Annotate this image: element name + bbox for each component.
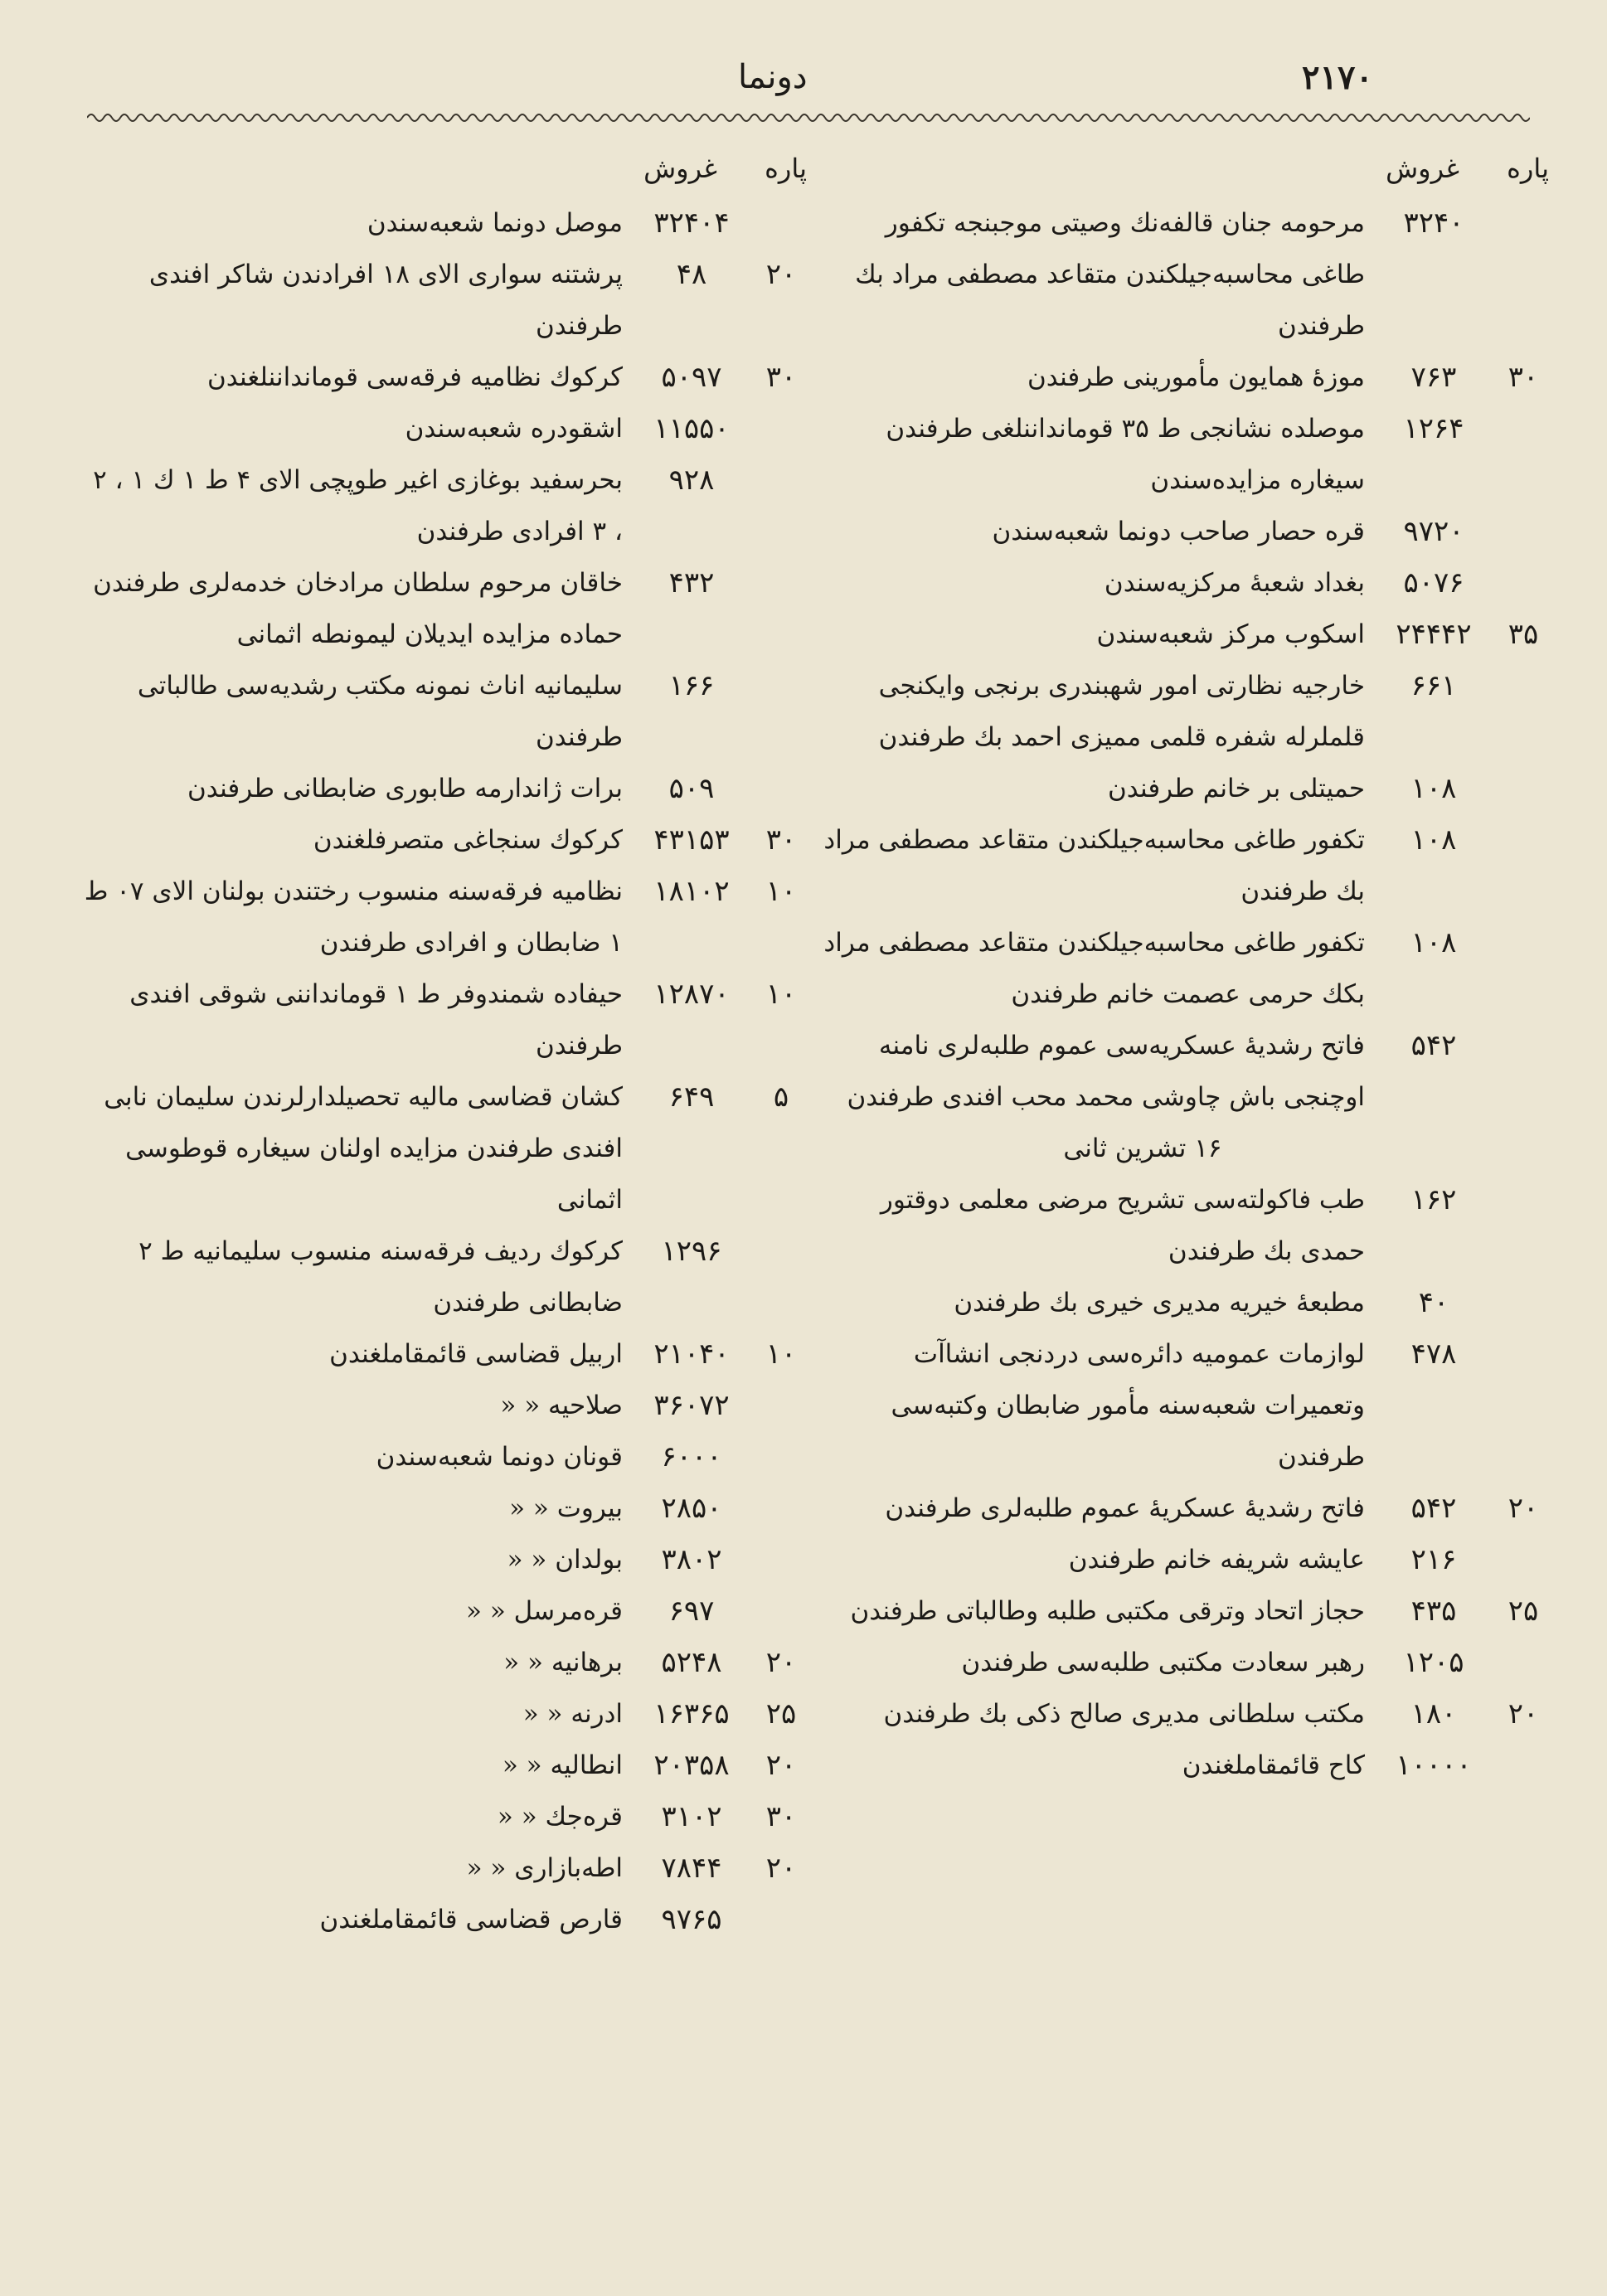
ledger-entry bbox=[821, 1534, 1551, 1585]
donor-description: كشان قضاسى ماليه تحصيلدارلرندن سليمان نابى افندى طرفندن مزايده اولنان سيغاره قوطوسى اثمانى bbox=[104, 1082, 623, 1215]
donor-description: قره‌مرسل « « bbox=[466, 1596, 623, 1626]
gurush-label: غروش bbox=[1386, 153, 1459, 184]
gurush-amount: ۵۴۲ bbox=[1410, 1029, 1457, 1062]
para-amount: ۳۰ bbox=[765, 823, 797, 857]
para-amount: ۲۰ bbox=[765, 1646, 797, 1679]
right-column-header bbox=[821, 149, 1551, 197]
gurush-amount: ۳۲۴۰۴ bbox=[653, 206, 730, 240]
gurush-amount: ۱۸۰ bbox=[1410, 1697, 1457, 1730]
ledger-entry bbox=[79, 197, 808, 249]
ledger-entry bbox=[79, 814, 808, 866]
ledger-entry bbox=[821, 763, 1551, 814]
gurush-amount: ۶۰۰۰ bbox=[661, 1440, 722, 1473]
gurush-amount: ۵۴۲ bbox=[1410, 1492, 1457, 1525]
para-amount: ۱۰ bbox=[765, 1337, 797, 1371]
ledger-entry bbox=[821, 917, 1551, 1020]
left-column bbox=[79, 149, 808, 1945]
ledger-entry bbox=[79, 1842, 808, 1894]
gurush-amount: ۱۲۸۷۰ bbox=[653, 978, 730, 1011]
para-amount: ۲۰ bbox=[765, 258, 797, 291]
ledger-entry bbox=[821, 403, 1551, 506]
ledger-entry bbox=[821, 1740, 1551, 1791]
donor-description: حجاز اتحاد وترقى مكتبى طلبه وطالباتى طرفندن bbox=[850, 1596, 1365, 1626]
donor-description: مكتب سلطانى مديرى صالح ذكى بك طرفندن bbox=[883, 1699, 1365, 1729]
gurush-amount: ۵۲۴۸ bbox=[661, 1646, 722, 1679]
gurush-amount: ۲۱۶ bbox=[1410, 1543, 1457, 1576]
para-amount: ۲۵ bbox=[765, 1697, 797, 1730]
donor-description: موزهٔ همايون مأمورينى طرفندن bbox=[1027, 362, 1365, 392]
gurush-amount: ۶۶۱ bbox=[1410, 669, 1457, 702]
ledger-entry bbox=[821, 660, 1551, 763]
ledger-entry bbox=[79, 1534, 808, 1585]
donor-description: مرحومه جنان قالفه‌نك وصيتى موجبنجه تكفور طاغى محاسبه‌جيلكندن متقاعد مصطفى مراد بك طرفندن bbox=[855, 208, 1365, 341]
gurush-amount: ۶۹۷ bbox=[668, 1595, 715, 1628]
donor-description: برهانيه « « bbox=[503, 1648, 623, 1677]
donor-description: موصلده نشانجى ط ۳۵ قومانداننلغى طرفندن سيغاره مزايده‌سندن bbox=[886, 414, 1365, 495]
para-amount: ۲۵ bbox=[1507, 1595, 1539, 1628]
ledger-entry bbox=[821, 1483, 1551, 1534]
donor-description: طب فاكولته‌سى تشريح مرضى معلمى دوقتور حمدى بك طرفندن bbox=[880, 1185, 1365, 1266]
gurush-amount: ۱۶۶ bbox=[668, 669, 715, 702]
donor-description: اسكوب مركز شعبه‌سندن bbox=[1096, 619, 1365, 649]
donor-description: ادرنه « « bbox=[522, 1699, 623, 1729]
donor-description: اربيل قضاسى قائمقاملغندن bbox=[329, 1339, 623, 1369]
gurush-amount: ۳۱۰۲ bbox=[661, 1800, 722, 1833]
donor-description: صلاحيه « « bbox=[500, 1391, 623, 1420]
donor-description: برات ژاندارمه طابورى ضابطانى طرفندن bbox=[187, 774, 623, 803]
donor-description: اطه‌بازارى « « bbox=[466, 1853, 623, 1883]
gurush-amount: ۱۰۸ bbox=[1410, 926, 1457, 959]
para-amount: ۳۰ bbox=[1507, 361, 1539, 394]
ledger-entry bbox=[79, 1585, 808, 1637]
donor-description: انطاليه « « bbox=[502, 1750, 623, 1780]
ledger-entry bbox=[821, 1585, 1551, 1637]
right-column bbox=[821, 149, 1551, 1791]
gurush-amount: ۷۸۴۴ bbox=[661, 1852, 722, 1885]
para-amount: ۲۰ bbox=[765, 1852, 797, 1885]
ledger-entry bbox=[79, 1637, 808, 1688]
ledger-entry bbox=[79, 249, 808, 352]
ledger-entry bbox=[821, 1174, 1551, 1277]
gurush-amount: ۱۰۸ bbox=[1410, 772, 1457, 805]
donor-description: ۱۶ تشرين ثانى bbox=[1063, 1133, 1222, 1163]
donor-description: فاتح رشديهٔ عسكريه‌سى عموم طلبه‌لرى نامنه اوچنجى باش چاوشى محمد محب افندى طرفندن bbox=[847, 1031, 1365, 1112]
donor-description: كركوك رديف فرقه‌سنه منسوب سليمانيه ط ۲ ضابطانى طرفندن bbox=[138, 1236, 623, 1318]
ledger-entry bbox=[79, 454, 808, 557]
ledger-entry bbox=[79, 557, 808, 660]
donor-description: رهبر سعادت مكتبى طلبه‌سى طرفندن bbox=[961, 1648, 1365, 1677]
ledger-entry bbox=[79, 403, 808, 454]
gurush-amount: ۱۰۰۰۰ bbox=[1396, 1749, 1472, 1782]
ledger-entry bbox=[79, 1380, 808, 1431]
donor-description: پرشتنه سوارى الاى ۱۸ افرادندن شاكر افندى طرفندن bbox=[148, 260, 623, 341]
donor-description: قره‌جك « « bbox=[497, 1802, 623, 1832]
donor-description: كاح قائمقاملغندن bbox=[1182, 1750, 1365, 1780]
ledger-entry bbox=[79, 1483, 808, 1534]
gurush-amount: ۱۶۲ bbox=[1410, 1183, 1457, 1216]
gurush-amount: ۱۲۰۵ bbox=[1403, 1646, 1464, 1679]
gurush-amount: ۵۰۹ bbox=[668, 772, 715, 805]
ledger-entry bbox=[821, 609, 1551, 660]
gurush-amount: ۹۷۶۵ bbox=[661, 1903, 722, 1936]
gurush-amount: ۹۷۲۰ bbox=[1403, 515, 1464, 548]
ledger-entry bbox=[79, 968, 808, 1071]
gurush-amount: ۱۲۶۴ bbox=[1403, 412, 1464, 445]
gurush-amount: ۵۰۷۶ bbox=[1403, 566, 1464, 599]
gurush-amount: ۴۰ bbox=[1418, 1286, 1449, 1319]
ledger-entry bbox=[821, 197, 1551, 352]
gurush-amount: ۴۸ bbox=[676, 258, 707, 291]
gurush-amount: ۴۳۱۵۳ bbox=[653, 823, 730, 857]
gurush-amount: ۱۶۳۶۵ bbox=[653, 1697, 730, 1730]
donor-description: قره حصار صاحب دونما شعبه‌سندن bbox=[992, 517, 1365, 546]
gurush-amount: ۴۷۸ bbox=[1410, 1337, 1457, 1371]
para-amount: ۱۰ bbox=[765, 875, 797, 908]
ledger-entry bbox=[821, 506, 1551, 557]
ledger-entry bbox=[79, 866, 808, 968]
donor-description: خاقان مرحوم سلطان مرادخان خدمه‌لرى طرفندن حماده مزايده ايديلان ليمونطه اثمانى bbox=[93, 568, 623, 649]
ledger-entry bbox=[821, 814, 1551, 917]
ledger-entry bbox=[821, 1637, 1551, 1688]
gurush-amount: ۲۰۳۵۸ bbox=[653, 1749, 730, 1782]
ledger-entry bbox=[79, 660, 808, 763]
gurush-amount: ۹۲۸ bbox=[668, 464, 715, 497]
ledger-entry bbox=[821, 1020, 1551, 1123]
para-amount: ۳۵ bbox=[1507, 618, 1539, 651]
gurush-amount: ۶۴۹ bbox=[668, 1080, 715, 1114]
ledger-entry bbox=[821, 1277, 1551, 1328]
donor-description: خارجيه نظارتى امور شهبندرى برنجى وايكنجى قلملرله شفره قلمى مميزى احمد بك طرفندن bbox=[878, 671, 1365, 752]
right-entry-list bbox=[821, 197, 1551, 1791]
para-amount: ۲۰ bbox=[1507, 1697, 1539, 1730]
header-divider bbox=[87, 109, 1530, 126]
left-column-header bbox=[79, 149, 808, 197]
para-amount: ۵ bbox=[773, 1080, 789, 1114]
gurush-amount: ۱۰۸ bbox=[1410, 823, 1457, 857]
ledger-entry bbox=[821, 1123, 1551, 1174]
donor-description: بحرسفيد بوغازى اغير طوپچى الاى ۴ ط ۱ ك ۱ ، ۲ ، ۳ افرادى طرفندن bbox=[93, 465, 623, 546]
ledger-entry bbox=[79, 1688, 808, 1740]
ledger-entry bbox=[79, 1740, 808, 1791]
ledger-entry bbox=[79, 1226, 808, 1328]
gurush-amount: ۳۸۰۲ bbox=[661, 1543, 722, 1576]
donor-description: حميتلى بر خانم طرفندن bbox=[1107, 774, 1365, 803]
gurush-amount: ۴۳۲ bbox=[668, 566, 715, 599]
donor-description: قونان دونما شعبه‌سندن bbox=[376, 1442, 623, 1472]
ledger-entry bbox=[821, 1328, 1551, 1483]
donor-description: تكفور طاغى محاسبه‌جيلكندن متقاعد مصطفى مراد بك طرفندن bbox=[823, 825, 1365, 906]
ledger-entry bbox=[79, 1431, 808, 1483]
para-amount: ۲۰ bbox=[1507, 1492, 1539, 1525]
donor-description: حيفاده شمندوفر ط ۱ قومانداننى شوقى افندى طرفندن bbox=[129, 979, 623, 1061]
gurush-amount: ۱۲۹۶ bbox=[661, 1235, 722, 1268]
gurush-amount: ۳۶۰۷۲ bbox=[653, 1389, 730, 1422]
donor-description: كركوك سنجاغى متصرفلغندن bbox=[313, 825, 623, 855]
donor-description: اشقودره شعبه‌سندن bbox=[405, 414, 623, 444]
donor-description: سليمانيه اناث نمونه مكتب رشديه‌سى طالباتى طرفندن bbox=[137, 671, 623, 752]
gurush-amount: ۲۱۰۴۰ bbox=[653, 1337, 730, 1371]
para-label: پاره bbox=[1507, 153, 1549, 184]
ledger-entry bbox=[79, 352, 808, 403]
gurush-amount: ۵۰۹۷ bbox=[661, 361, 722, 394]
para-label: پاره bbox=[765, 153, 807, 184]
donor-description: كركوك نظاميه فرقه‌سى قومانداننلغندن bbox=[207, 362, 623, 392]
para-amount: ۳۰ bbox=[765, 361, 797, 394]
gurush-amount: ۲۸۵۰ bbox=[661, 1492, 722, 1525]
donor-description: بيروت « « bbox=[509, 1493, 623, 1523]
ledger-entry bbox=[79, 763, 808, 814]
gurush-label: غروش bbox=[643, 153, 717, 184]
page-title: دونما bbox=[738, 58, 808, 96]
donor-description: بولدان « « bbox=[507, 1545, 623, 1575]
donor-description: عايشه شريفه خانم طرفندن bbox=[1068, 1545, 1365, 1575]
donor-description: بغداد شعبهٔ مركزيه‌سندن bbox=[1104, 568, 1365, 598]
ledger-entry bbox=[821, 352, 1551, 403]
gurush-amount: ۷۶۳ bbox=[1410, 361, 1457, 394]
ledger-entry bbox=[79, 1791, 808, 1842]
donor-description: موصل دونما شعبه‌سندن bbox=[367, 208, 623, 238]
para-amount: ۲۰ bbox=[765, 1749, 797, 1782]
gurush-amount: ۱۱۵۵۰ bbox=[653, 412, 730, 445]
ledger-entry bbox=[79, 1328, 808, 1380]
ledger-entry bbox=[79, 1894, 808, 1945]
gurush-amount: ۲۴۴۴۲ bbox=[1396, 618, 1472, 651]
page-number: ۲۱۷۰ bbox=[1302, 58, 1373, 97]
ledger-entry bbox=[821, 1688, 1551, 1740]
donor-description: مطبعهٔ خيريه مديرى خيرى بك طرفندن bbox=[954, 1288, 1365, 1318]
para-amount: ۳۰ bbox=[765, 1800, 797, 1833]
para-amount: ۱۰ bbox=[765, 978, 797, 1011]
donor-description: قارص قضاسى قائمقاملغندن bbox=[319, 1905, 623, 1934]
donor-description: لوازمات عموميه دائره‌سى دردنجى انشاآت وتعميرات شعبه‌سنه مأمور ضابطان وكتبه‌سى طرفندن bbox=[891, 1339, 1365, 1472]
gurush-amount: ۳۲۴۰ bbox=[1403, 206, 1464, 240]
gurush-amount: ۴۳۵ bbox=[1410, 1595, 1457, 1628]
donor-description: تكفور طاغى محاسبه‌جيلكندن متقاعد مصطفى مراد بكك حرمى عصمت خانم طرفندن bbox=[823, 928, 1365, 1009]
left-entry-list bbox=[79, 197, 808, 1945]
gurush-amount: ۱۸۱۰۲ bbox=[653, 875, 730, 908]
ledger-entry bbox=[79, 1071, 808, 1226]
donor-description: فاتح رشديهٔ عسكريهٔ عموم طلبه‌لرى طرفندن bbox=[885, 1493, 1365, 1523]
donor-description: نظاميه فرقه‌سنه منسوب رختندن بولنان الاى ۰۷ ط ۱ ضابطان و افرادى طرفندن bbox=[84, 876, 623, 958]
ledger-entry bbox=[821, 557, 1551, 609]
